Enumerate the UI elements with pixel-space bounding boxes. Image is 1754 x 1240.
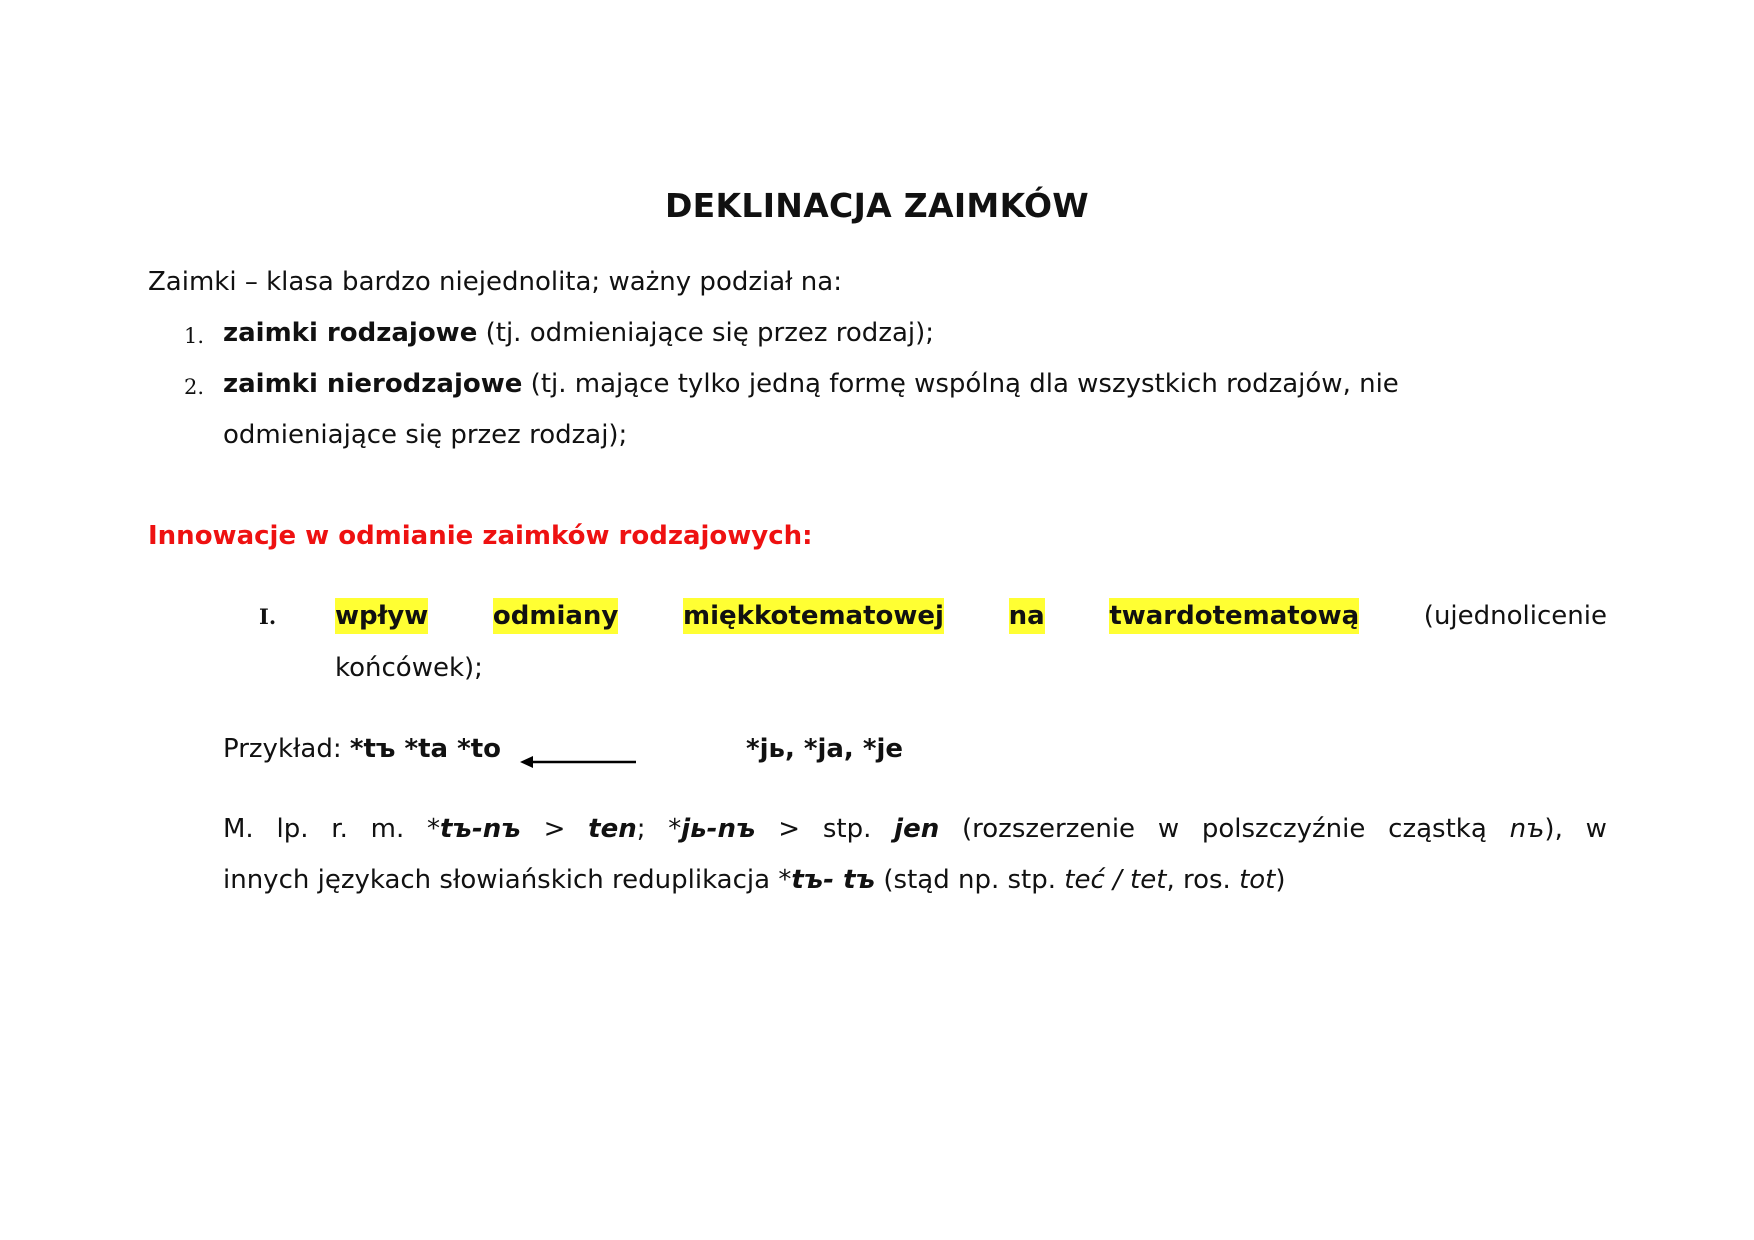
list-term-1: zaimki rodzajowe <box>223 318 478 348</box>
list-item-2 <box>223 366 1399 402</box>
para-word: w <box>1585 814 1607 844</box>
para2-form-tot: tot <box>1239 865 1276 895</box>
document-title: DEKLINACJA ZAIMKÓW <box>664 186 1090 225</box>
para-form-jen: jen <box>894 814 940 844</box>
para-form-tnъ: tъ-nъ <box>440 814 521 844</box>
para2-text-3: , ros. <box>1166 865 1240 895</box>
para-word: stp. <box>822 814 872 844</box>
list-number-1: 1. <box>184 324 205 348</box>
list-item-1 <box>223 315 934 351</box>
para-word: lp. <box>276 814 309 844</box>
para-word-ten <box>588 811 645 847</box>
para-word: r. <box>331 814 348 844</box>
point-word-2: odmiany <box>493 598 618 634</box>
para-word: M. <box>223 814 254 844</box>
para2-form-tec-tet: teć / tet <box>1064 865 1167 895</box>
arrow-left-icon <box>518 752 640 776</box>
point-word-5: twardotematową <box>1109 598 1359 634</box>
para-word-tnъ <box>427 811 521 847</box>
para2-text-1: innych językach słowiańskich reduplikacja * <box>223 865 792 895</box>
para-word-nъ <box>1510 811 1563 847</box>
para-semicolon: ; <box>636 814 646 844</box>
para2-text-2: (stąd np. stp. <box>875 865 1065 895</box>
list-description-2: (tj. mające tylko jedną formę wspólną dla wszystkich rodzajów, nie <box>522 369 1399 399</box>
para-word: w <box>1157 814 1180 844</box>
para2-text-4: ) <box>1275 865 1286 895</box>
paragraph-line-1 <box>223 811 1607 847</box>
point-word-1: wpływ <box>335 598 428 634</box>
point-paren-start: (ujednolicenie <box>1423 601 1607 631</box>
point-one-line <box>335 598 1607 634</box>
list-description-2-continuation: odmieniające się przez rodzaj); <box>223 420 628 450</box>
para-word: polszczyźnie <box>1201 814 1366 844</box>
example-label: Przykład: <box>223 734 350 764</box>
para2-form-reduplication: tъ- tъ <box>791 865 876 895</box>
para-word-jnъ <box>668 811 755 847</box>
point-word-4: na <box>1009 598 1045 634</box>
list-term-2: zaimki nierodzajowe <box>223 369 523 399</box>
section-heading: Innowacje w odmianie zaimków rodzajowych: <box>148 521 813 551</box>
para-word: cząstką <box>1388 814 1487 844</box>
example-left-forms: *tъ *ta *to <box>349 734 501 764</box>
para-form-ten: ten <box>588 814 637 844</box>
example-right-forms: *jь, *ja, *je <box>746 734 904 764</box>
para-form-jnъ: jь-nъ <box>681 814 756 844</box>
point-one-continuation: końcówek); <box>335 653 483 683</box>
para-form-nъ: nъ <box>1509 814 1545 844</box>
point-number: I. <box>259 604 277 629</box>
para-asterisk: * <box>427 814 440 844</box>
point-word-3: miękkotematowej <box>683 598 944 634</box>
paragraph-line-2 <box>223 862 1286 898</box>
intro-text: Zaimki – klasa bardzo niejednolita; ważny podział na: <box>148 267 842 297</box>
list-description-1: (tj. odmieniające się przez rodzaj); <box>477 318 935 348</box>
para-paren-close: ), <box>1544 814 1563 844</box>
para-word: > <box>543 814 566 844</box>
para-word: > <box>778 814 801 844</box>
para-asterisk: * <box>668 814 682 844</box>
list-number-2: 2. <box>184 375 205 399</box>
para-word: (rozszerzenie <box>962 814 1136 844</box>
para-word: m. <box>370 814 405 844</box>
example-line <box>223 731 501 767</box>
